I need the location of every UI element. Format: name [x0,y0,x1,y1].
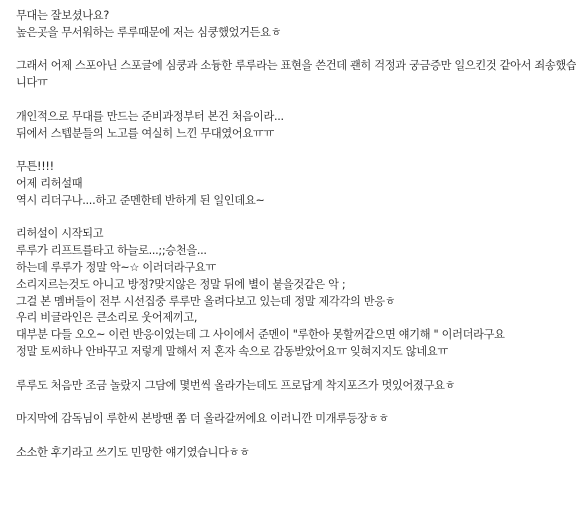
post-line: 역시 리더구나....하고 준멘한테 반하게 된 일인데요~ [16,193,265,207]
post-line: 무튼!!!! [16,160,54,174]
post-line: 뒤에서 스텝분들의 노고를 여실히 느낀 무대였어요ㅠㅠ [16,126,274,140]
paragraph-gap [16,428,486,445]
post-line: 높은곳을 무서워하는 루루때문에 저는 심쿵했었거든요ㅎ [16,25,282,39]
paragraph-gap [16,42,486,59]
paragraph-gap [16,210,486,227]
post-line: 마지막에 감독님이 루한씨 본방땐 쫌 더 올라갈꺼에요 이러니깐 미개루등장ㅎㅎ [16,412,389,426]
paragraph-gap [16,92,486,109]
paragraph-gap [16,142,486,159]
post-line: 우리 비글라인은 큰소리로 웃어제끼고, [16,311,198,325]
paragraph-gap [16,361,486,378]
post-line: 소리지르는것도 아니고 방정?맞지않은 정말 뒤에 별이 붙을것같은 악 ; [16,277,346,291]
post-line: 개인적으로 무대를 만드는 준비과정부터 본건 처음이라... [16,109,284,123]
post-line: 하는데 루루가 정말 악~☆ 이러더라구요ㅠ [16,260,216,274]
post-line: 그걸 본 멤버들이 전부 시선집중 루루만 올려다보고 있는데 정말 제각각의 반응ㅎ [16,294,396,308]
post-line: 정말 토씨하나 안바꾸고 저렇게 말해서 저 혼자 속으로 감동받았어요ㅠ 잊혀지지도 않네요ㅠ [16,344,448,358]
post-line: 대부분 다들 오오~ 이런 반응이었는데 그 사이에서 준멘이 "루한아 못할꺼같으면 얘기해 " 이러더라구요 [16,328,505,342]
post-line: 무대는 잘보셨나요? [16,9,109,22]
post-line: 니다ㅠ [16,76,48,90]
post-line: 리허설이 시작되고 [16,227,104,241]
post-body [16,8,576,462]
post-line: 그래서 어제 스포아닌 스포글에 심쿵과 소듕한 루루라는 표현을 쓴건데 괜히 걱정과 궁금증만 일으킨것 같아서 죄송했습 [16,59,576,73]
post-line: 소소한 후기라고 쓰기도 민망한 얘기였습니다ㅎㅎ [16,445,250,459]
post-line: 어제 리허설때 [16,176,83,190]
paragraph-gap [16,394,486,411]
post-line: 루루도 처음만 조금 놀랐지 그담에 몇번씩 올라가는데도 프로답게 착지포즈가 멋있어졌구요ㅎ [16,378,456,392]
post-line: 루루가 리프트를타고 하늘로...;;승천을... [16,244,207,258]
